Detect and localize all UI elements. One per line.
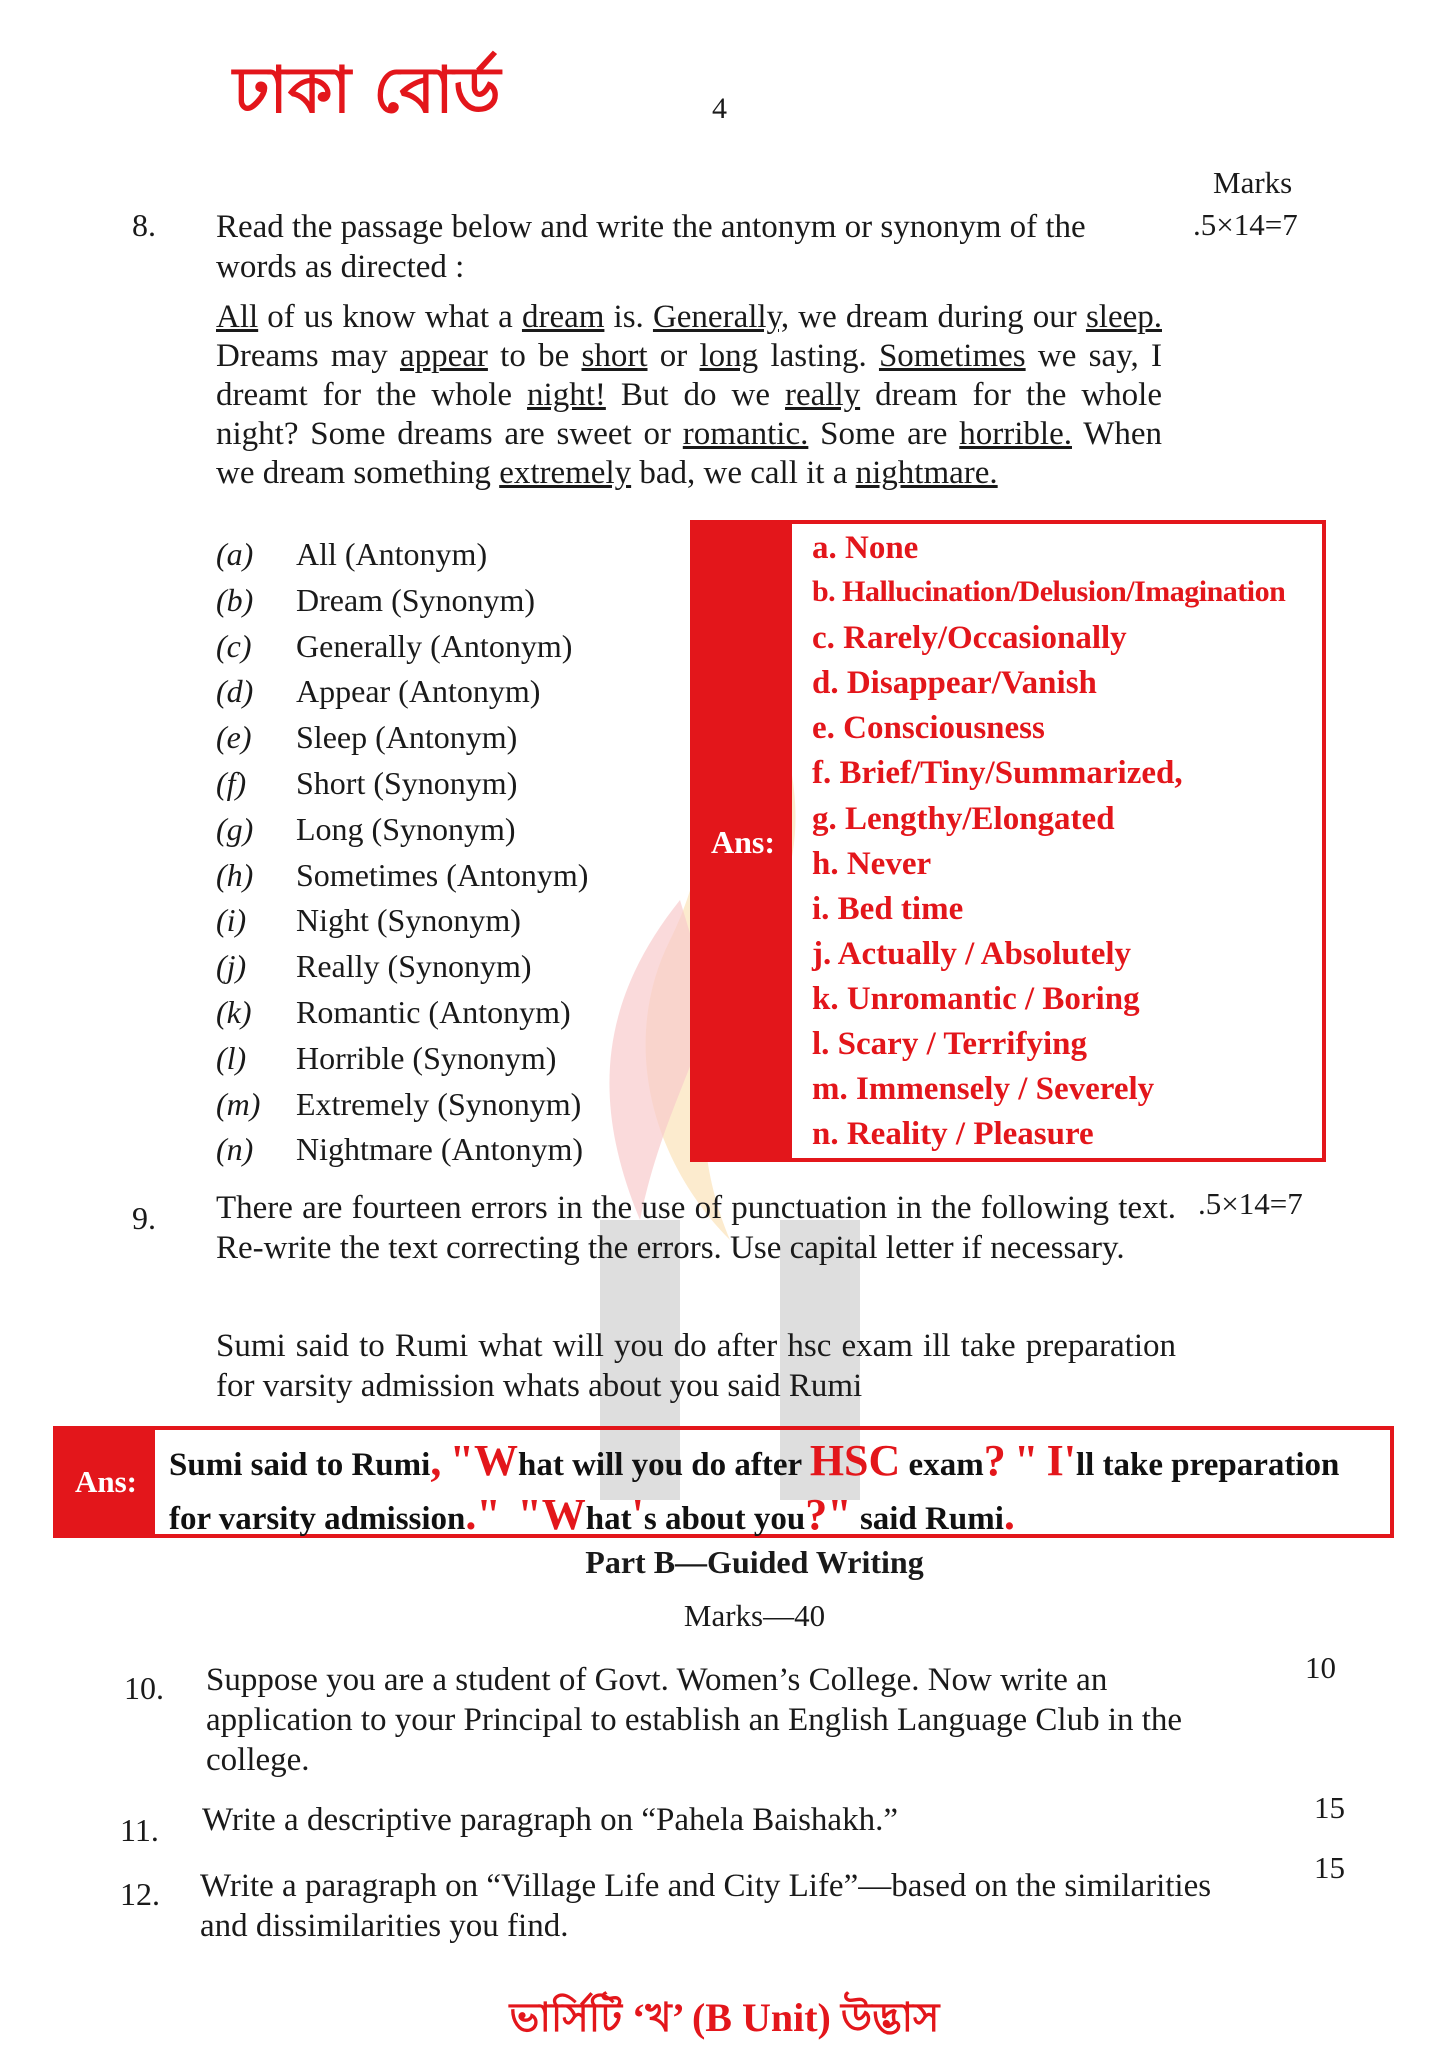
item-label: (g) bbox=[216, 810, 254, 847]
answer-item: d. Disappear/Vanish bbox=[812, 665, 1097, 702]
list-item bbox=[216, 765, 686, 811]
item-text: Extremely (Synonym) bbox=[296, 1085, 582, 1122]
answer-run: Sumi said to Rumi bbox=[169, 1447, 431, 1483]
item-label: (d) bbox=[216, 673, 254, 710]
correction-mark: HSC bbox=[809, 1436, 901, 1485]
underlined-word: long bbox=[699, 338, 759, 374]
passage-text: lasting. bbox=[758, 338, 879, 374]
answer-box-q8 bbox=[690, 520, 1326, 1162]
passage-text: Dreams may bbox=[216, 338, 400, 374]
answer-run bbox=[441, 1447, 449, 1483]
answer-run: hat bbox=[585, 1501, 632, 1537]
item-text: Night (Synonym) bbox=[296, 902, 521, 939]
item-text: Horrible (Synonym) bbox=[296, 1039, 557, 1076]
error-text: Sumi said to Rumi what will you do after hsc exam ill take preparation for varsity admission whats about you said Rumi bbox=[216, 1328, 1176, 1404]
question-prompt: There are fourteen errors in the use of punctuation in the following text. Re-write the text correcting the errors. Use capital letter if necessary. bbox=[216, 1190, 1176, 1266]
answer-list bbox=[812, 530, 1318, 1161]
correction-mark: " bbox=[1013, 1436, 1039, 1485]
list-item bbox=[216, 811, 686, 857]
correction-mark: ? bbox=[983, 1436, 1006, 1485]
section-marks: Marks—40 bbox=[683, 1598, 826, 1633]
list-item bbox=[216, 1040, 686, 1086]
answer-item: f. Brief/Tiny/Summarized, bbox=[812, 755, 1183, 792]
answer-item: b. Hallucination/Delusion/Imagination bbox=[812, 575, 1286, 609]
item-label: (l) bbox=[216, 1039, 247, 1076]
list-item bbox=[216, 673, 686, 719]
underlined-word: extremely bbox=[499, 455, 632, 491]
section-title: Part B—Guided Writing bbox=[585, 1544, 924, 1580]
answer-run: s about you bbox=[643, 1501, 806, 1537]
passage-text: But do we bbox=[605, 377, 785, 413]
question-marks: .5×14=7 bbox=[1193, 207, 1298, 242]
correction-mark: , bbox=[430, 1436, 442, 1485]
question-marks: 15 bbox=[1314, 1790, 1345, 1825]
passage-text: Some are bbox=[808, 416, 960, 452]
list-item bbox=[216, 719, 686, 765]
answer-text bbox=[169, 1436, 1380, 1544]
passage-text: we say, I dreamt for the whole bbox=[216, 338, 1162, 413]
item-list bbox=[216, 536, 686, 1177]
item-label: (h) bbox=[216, 856, 254, 893]
item-text: Nightmare (Antonym) bbox=[296, 1131, 584, 1168]
answer-run: said Rumi bbox=[851, 1501, 1004, 1537]
item-text: Romantic (Antonym) bbox=[296, 993, 571, 1030]
answer-run bbox=[501, 1501, 518, 1537]
question-marks: 10 bbox=[1305, 1650, 1336, 1685]
underlined-word: Generally, bbox=[652, 299, 790, 335]
question-text: Write a descriptive paragraph on “Pahela Baishakh.” bbox=[202, 1802, 898, 1838]
correction-mark: "W bbox=[449, 1436, 518, 1485]
underlined-word: nightmare. bbox=[855, 455, 998, 491]
item-text: Sleep (Antonym) bbox=[296, 719, 518, 756]
answer-item: l. Scary / Terrifying bbox=[812, 1026, 1087, 1063]
item-label: (c) bbox=[216, 627, 252, 664]
answer-run: hat will you do after bbox=[518, 1447, 810, 1483]
item-text: Long (Synonym) bbox=[296, 810, 516, 847]
board-title: ঢাকা বোর্ড bbox=[233, 54, 501, 128]
answer-item: g. Lengthy/Elongated bbox=[812, 800, 1115, 837]
item-label: (j) bbox=[216, 948, 247, 985]
underlined-word: All bbox=[216, 299, 259, 335]
answer-item: m. Immensely / Severely bbox=[812, 1071, 1155, 1108]
answer-item: a. None bbox=[812, 530, 919, 566]
list-item bbox=[216, 948, 686, 994]
list-item bbox=[216, 1086, 686, 1132]
question-number: 9. bbox=[132, 1200, 156, 1236]
list-item bbox=[216, 1131, 686, 1177]
list-item bbox=[216, 857, 686, 903]
question-number: 10. bbox=[124, 1670, 164, 1706]
underlined-word: romantic. bbox=[682, 416, 809, 452]
underlined-word: Sometimes bbox=[878, 338, 1026, 374]
list-item bbox=[216, 536, 686, 582]
correction-mark: I' bbox=[1046, 1436, 1076, 1485]
item-label: (n) bbox=[216, 1131, 254, 1168]
item-label: (m) bbox=[216, 1085, 261, 1122]
answer-label: Ans: bbox=[710, 824, 775, 860]
answer-item: e. Consciousness bbox=[812, 710, 1045, 747]
answer-run: exam bbox=[900, 1447, 984, 1483]
question-text: Write a paragraph on “Village Life and City Life”—based on the similarities and dissimilarities you find. bbox=[200, 1868, 1212, 1944]
answer-label-bar bbox=[57, 1430, 155, 1534]
answer-label-bar bbox=[694, 524, 792, 1158]
underlined-word: horrible. bbox=[959, 416, 1072, 452]
answer-item: n. Reality / Pleasure bbox=[812, 1116, 1094, 1153]
answer-box-q9 bbox=[53, 1426, 1394, 1538]
underlined-word: dream bbox=[521, 299, 605, 335]
question-prompt: Read the passage below and write the antonym or synonym of the words as directed : bbox=[216, 209, 1086, 285]
question-marks: .5×14=7 bbox=[1198, 1186, 1303, 1221]
answer-item: c. Rarely/Occasionally bbox=[812, 620, 1127, 657]
footer-brand: ভার্সিটি ‘খ’ (B Unit) উদ্ভাস bbox=[509, 1995, 940, 2040]
answer-item: h. Never bbox=[812, 845, 932, 882]
underlined-word: short bbox=[581, 338, 648, 374]
item-label: (i) bbox=[216, 902, 247, 939]
answer-label: Ans: bbox=[74, 1464, 137, 1499]
item-text: Generally (Antonym) bbox=[296, 627, 573, 664]
answer-item: j. Actually / Absolutely bbox=[812, 935, 1132, 972]
passage-text: we dream during our bbox=[789, 299, 1086, 335]
answer-item: k. Unromantic / Boring bbox=[812, 980, 1140, 1017]
item-label: (a) bbox=[216, 536, 254, 572]
list-item bbox=[216, 902, 686, 948]
correction-mark: ' bbox=[631, 1490, 644, 1539]
item-label: (k) bbox=[216, 993, 252, 1030]
item-label: (e) bbox=[216, 719, 252, 756]
underlined-word: sleep. bbox=[1085, 299, 1162, 335]
question-number: 8. bbox=[132, 207, 156, 243]
answer-run bbox=[1006, 1447, 1014, 1483]
passage-text: dream for the whole night? Some dreams are sweet or bbox=[216, 377, 1162, 452]
question-number: 12. bbox=[120, 1876, 160, 1912]
passage-text: of us know what a bbox=[258, 299, 522, 335]
list-item bbox=[216, 628, 686, 674]
passage-text: or bbox=[647, 338, 700, 374]
list-item bbox=[216, 994, 686, 1040]
passage bbox=[216, 298, 1162, 493]
underlined-word: really bbox=[785, 377, 861, 413]
item-label: (f) bbox=[216, 764, 247, 801]
item-text: Really (Synonym) bbox=[296, 948, 532, 985]
question-number: 11. bbox=[120, 1812, 159, 1848]
underlined-word: night! bbox=[527, 377, 606, 413]
passage-text: to be bbox=[487, 338, 582, 374]
answer-item: i. Bed time bbox=[812, 890, 964, 927]
answer-run bbox=[1038, 1447, 1046, 1483]
item-text: Dream (Synonym) bbox=[296, 581, 536, 618]
question-marks: 15 bbox=[1314, 1850, 1345, 1885]
correction-mark: "W bbox=[517, 1490, 586, 1539]
list-item bbox=[216, 582, 686, 628]
correction-mark: ?" bbox=[805, 1490, 852, 1539]
marks-heading: Marks bbox=[1213, 165, 1293, 200]
passage-text: bad, we call it a bbox=[631, 455, 856, 491]
item-text: Sometimes (Antonym) bbox=[296, 856, 589, 893]
item-label: (b) bbox=[216, 581, 254, 618]
item-text: Appear (Antonym) bbox=[296, 673, 541, 710]
question-text: Suppose you are a student of Govt. Women’s College. Now write an application to your Principal to establish an English Language Club in the college. bbox=[206, 1662, 1183, 1778]
answer-run: ll take preparation for varsity admission bbox=[169, 1447, 1348, 1537]
item-text: Short (Synonym) bbox=[296, 764, 518, 801]
item-text: All (Antonym) bbox=[296, 536, 488, 572]
correction-mark: . bbox=[1003, 1490, 1015, 1539]
passage-text: When we dream something bbox=[216, 416, 1163, 491]
correction-mark: ." bbox=[465, 1490, 501, 1539]
page-number: 4 bbox=[712, 92, 727, 125]
passage-text: is. bbox=[604, 299, 653, 335]
underlined-word: appear bbox=[399, 338, 488, 374]
